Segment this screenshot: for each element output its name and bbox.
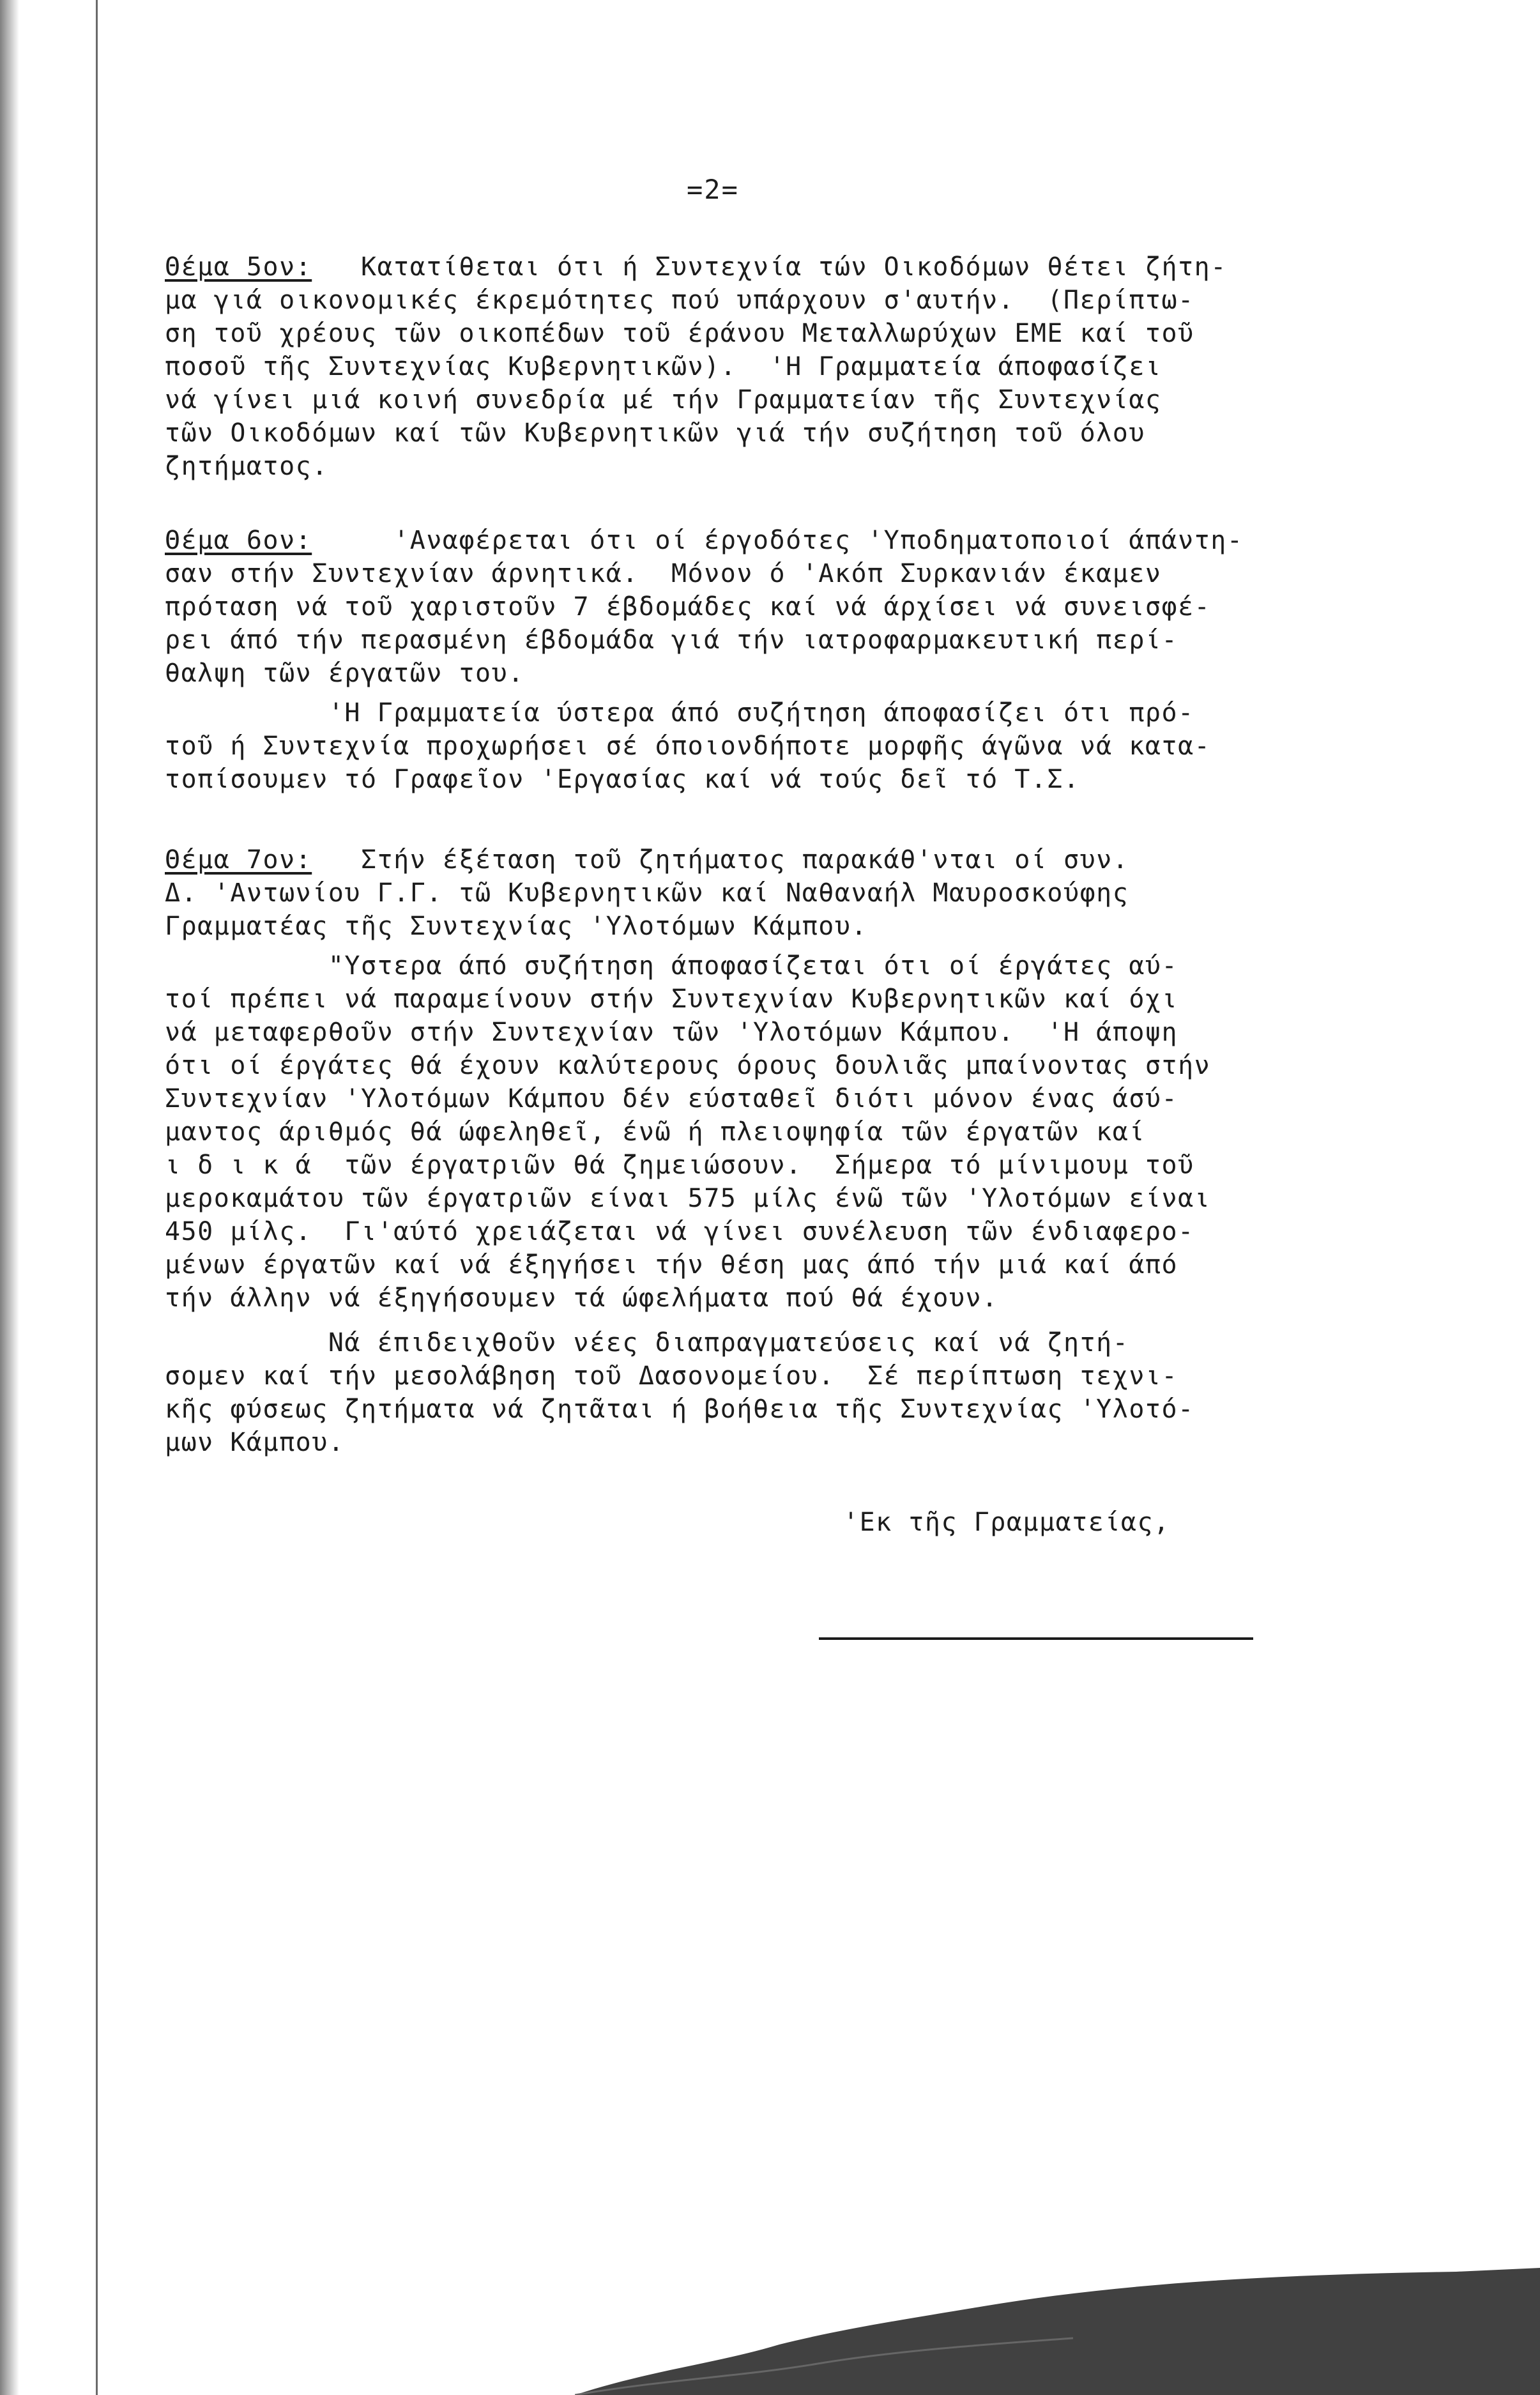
item-6-line-2: σαν στήν Συντεχνίαν άρνητικά. Μόνον ό 'Ακόπ Συρκανιάν έκαμεν: [165, 559, 1162, 588]
item-7-line-8: Συντεχνίαν 'Υλοτόμων Κάμπου δέν εύσταθεῖ διότι μόνον ένας άσύ-: [165, 1084, 1178, 1113]
item-7-line-13: μένων έργατῶν καί νά έξηγήσει τήν θέση μας άπό τήν μιά καί άπό: [165, 1250, 1178, 1280]
margin-rule: [96, 0, 98, 2395]
page-number: =2=: [687, 174, 739, 205]
item-5-first-line: [165, 250, 1227, 284]
item-7-line-6: νά μεταφερθοῦν στήν Συντεχνίαν τῶν 'Υλοτόμων Κάμπου. 'Η άποψη: [165, 1018, 1178, 1047]
item-7-line-9: μαντος άριθμός θά ώφεληθεῖ, ένῶ ή πλειοψηφία τῶν έργατῶν καί: [165, 1117, 1145, 1147]
item-5-line-1: Κατατίθεται ότι ή Συντεχνία τών Οικοδόμων θέτει ζήτη-: [361, 252, 1227, 282]
torn-edge: [575, 2268, 1540, 2395]
item-6-line-7: τοῦ ή Συντεχνία προχωρήσει σέ όποιονδήποτε μορφῆς άγῶνα νά κατα-: [165, 731, 1211, 761]
item-6-heading: Θέμα 6ον:: [165, 526, 312, 555]
item-7-line-2: Δ. 'Αντωνίου Γ.Γ. τῶ Κυβερνητικῶν καί Ναθαναήλ Μαυροσκούφης: [165, 878, 1129, 908]
item-6-line-4: ρει άπό τήν περασμένη έβδομάδα γιά τήν ιατροφαρμακευτική περί-: [165, 625, 1178, 655]
item-7-line-7: ότι οί έργάτες θά έχουν καλύτερους όρους δουλιᾶς μπαίνοντας στήν: [165, 1051, 1211, 1080]
item-7-line-14: τήν άλλην νά έξηγήσουμεν τά ώφελήματα πού θά έχουν.: [165, 1283, 998, 1313]
item-7-line-11: μεροκαμάτου τῶν έργατριῶν είναι 575 μίλς ένῶ τῶν 'Υλοτόμων είναι: [165, 1184, 1211, 1213]
item-7-line-10: ι δ ι κ ά τῶν έργατριῶν θά ζημειώσουν. Σήμερα τό μίνιμουμ τοῦ: [165, 1151, 1194, 1180]
item-5-line-2: μα γιά οικονομικές έκρεμότητες πού υπάρχουν σ'αυτήν. (Περίπτω-: [165, 286, 1194, 315]
item-5-line-4: ποσοῦ τῆς Συντεχνίας Κυβερνητικῶν). 'Η Γραμματεία άποφασίζει: [165, 352, 1162, 381]
item-7-first-line: [165, 843, 1129, 876]
item-7-line-4: "Υστερα άπό συζήτηση άποφασίζεται ότι οί έργάτες αύ-: [165, 951, 1178, 981]
item-6-line-5: θαλψη τῶν έργατῶν του.: [165, 659, 524, 688]
item-7-line-12: 450 μίλς. Γι'αύτό χρειάζεται νά γίνει συνέλευση τῶν ένδιαφερο-: [165, 1217, 1194, 1246]
item-5-line-6: τῶν Οικοδόμων καί τῶν Κυβερνητικῶν γιά τήν συζήτηση τοῦ όλου: [165, 418, 1145, 448]
item-7-heading: Θέμα 7ον:: [165, 845, 312, 875]
item-6-first-line: [165, 524, 1243, 557]
item-7-line-16: σομεν καί τήν μεσολάβηση τοῦ Δασονομείου. Σέ περίπτωση τεχνι-: [165, 1361, 1178, 1391]
signature-text: 'Εκ τῆς Γραμματείας,: [843, 1508, 1170, 1537]
signature-line: [819, 1637, 1253, 1640]
item-5-line-3: ση τοῦ χρέους τῶν οικοπέδων τοῦ έράνου Μεταλλωρύχων ΕΜΕ καί τοῦ: [165, 319, 1194, 348]
item-5-line-5: νά γίνει μιά κοινή συνεδρία μέ τήν Γραμματείαν τῆς Συντεχνίας: [165, 385, 1162, 415]
item-7-line-3: Γραμματέας τῆς Συντεχνίας 'Υλοτόμων Κάμπου.: [165, 912, 868, 941]
item-7-line-1: Στήν έξέταση τοῦ ζητήματος παρακάθ'νται οί συν.: [361, 845, 1129, 875]
item-6-line-3: πρόταση νά τοῦ χαριστοῦν 7 έβδομάδες καί νά άρχίσει νά συνεισφέ-: [165, 592, 1211, 622]
item-7-line-15: Νά έπιδειχθοῦν νέες διαπραγματεύσεις καί νά ζητή-: [165, 1328, 1129, 1358]
item-7-line-17: κῆς φύσεως ζητήματα νά ζητᾶται ή βοήθεια τῆς Συντεχνίας 'Υλοτό-: [165, 1395, 1194, 1424]
item-5-line-7: ζητήματος.: [165, 452, 328, 481]
item-6-line-8: τοπίσουμεν τό Γραφεῖον 'Εργασίας καί νά τούς δεῖ τό Τ.Σ.: [165, 765, 1080, 794]
item-6-line-6: 'Η Γραμματεία ύστερα άπό συζήτηση άποφασίζει ότι πρό-: [165, 698, 1194, 728]
item-7-line-5: τοί πρέπει νά παραμείνουν στήν Συντεχνίαν Κυβερνητικῶν καί όχι: [165, 984, 1178, 1014]
scan-edge-shadow: [0, 0, 19, 2395]
item-7-line-18: μων Κάμπου.: [165, 1428, 345, 1457]
item-5-heading: Θέμα 5ον:: [165, 252, 312, 282]
item-6-line-1: 'Αναφέρεται ότι οί έργοδότες 'Υποδηματοποιοί άπάντη-: [393, 526, 1244, 555]
